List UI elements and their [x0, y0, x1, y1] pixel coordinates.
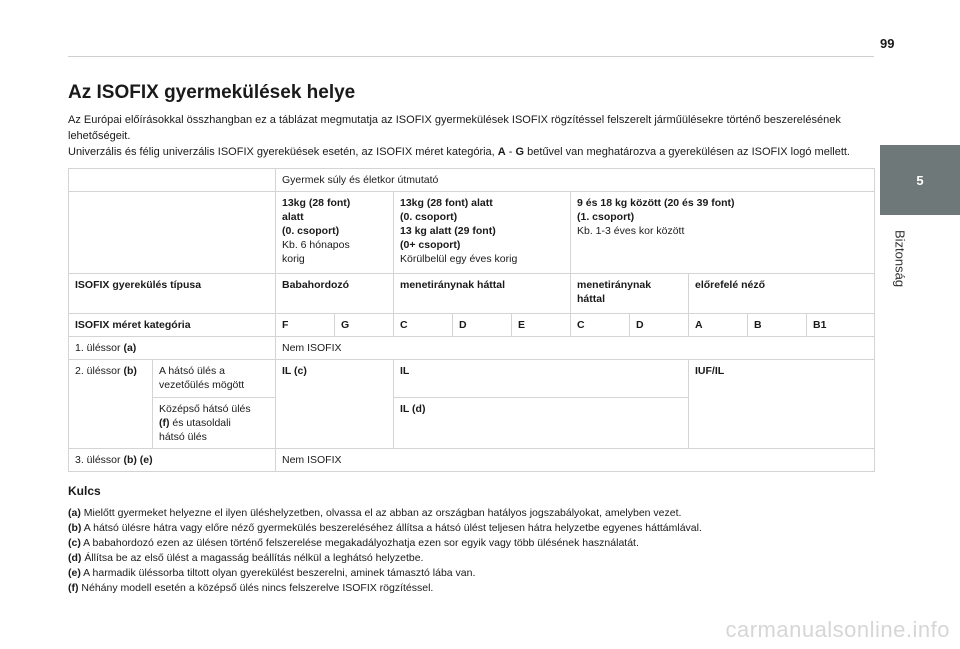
- group-0-weight-cont: alatt: [282, 211, 304, 223]
- key-note-b: [68, 521, 874, 536]
- chapter-tab[interactable]: [880, 145, 960, 215]
- key-note-d: [68, 551, 874, 566]
- row-2-forward-value: [689, 360, 875, 449]
- row-2-value-il: IL: [400, 365, 410, 377]
- type-label-text: ISOFIX gyerekülés típusa: [75, 279, 202, 291]
- note-text: A harmadik üléssorba tiltott olyan gyerekülést beszerelni, aminek támasztó lába van.: [80, 567, 476, 579]
- page-number: 99: [880, 36, 895, 51]
- table-row: [69, 192, 875, 274]
- size-value: B: [754, 319, 762, 331]
- size-value: D: [459, 319, 467, 331]
- group-0-weight: 13kg (28 font): [282, 197, 351, 209]
- row-2-sub-2-rear-value: [394, 398, 689, 449]
- isofix-table: [68, 168, 875, 472]
- size-row-label: [69, 314, 276, 337]
- size-value: D: [636, 319, 644, 331]
- intro-paragraph-1: Az Európai előírásokkal összhangban ez a táblázat megmutatja az ISOFIX gyermekülések ISOFIX rögzítéssel felszerelt járműülésekre történő beszerelésének lehetőségeit.: [68, 114, 841, 142]
- row-3-ref: (b) (e): [123, 454, 153, 466]
- row-2-ref: (b): [123, 365, 137, 377]
- table-cell: [69, 192, 276, 274]
- group-0plus-age: Körülbelül egy éves korig: [400, 253, 518, 265]
- row-2-sub-2-text-end: hátsó ülés: [159, 431, 207, 443]
- table-row: [69, 449, 875, 472]
- chapter-number: 5: [916, 172, 924, 188]
- type-rear-facing-2: [571, 274, 689, 314]
- type-forward-facing: [689, 274, 875, 314]
- size-cell: [335, 314, 394, 337]
- row-2-sub-2-ref: (f): [159, 417, 170, 429]
- row-2-value-il-c: IL (c): [282, 365, 307, 377]
- row-2-sub-1-text-cont: vezetőülés mögött: [159, 379, 245, 391]
- note-text: Mielőtt gyermeket helyezne el ilyen üléshelyzetben, olvassa el az abban az országban hatályos jogszabályokat, amelyben vezet.: [80, 507, 682, 519]
- size-cell: [748, 314, 807, 337]
- row-2-sub-1-label: [153, 360, 276, 398]
- note-ref: (a): [68, 507, 81, 519]
- size-cell: [807, 314, 875, 337]
- main-content: [68, 82, 874, 596]
- key-note-f: [68, 581, 874, 596]
- intro-text: Univerzális és félig univerzális ISOFIX gyereküések esetén, az ISOFIX méret kategória,: [68, 146, 498, 158]
- note-ref: (f): [68, 582, 79, 594]
- row-2-sub-2-text: Középső hátsó ülés: [159, 403, 251, 415]
- row-2-baby-carrier-value: [276, 360, 394, 449]
- group-0plus-weight-2: 13 kg alatt (29 font): [400, 225, 496, 237]
- intro-paragraph-2: [68, 144, 874, 160]
- type-rear-text: menetiránynak háttal: [400, 279, 506, 291]
- group-0plus-cell: [394, 192, 571, 274]
- key-note-c: [68, 536, 874, 551]
- type-rear2-text: menetiránynak: [577, 279, 652, 291]
- row-1-ref: (a): [123, 342, 137, 354]
- note-ref: (e): [68, 567, 81, 579]
- type-baby-carrier: [276, 274, 394, 314]
- row-2-value-il-d: IL (d): [400, 403, 426, 415]
- table-cell: [69, 169, 276, 192]
- type-baby-text: Babahordozó: [282, 279, 350, 291]
- row-1-label: [69, 337, 276, 360]
- key-note-e: [68, 566, 874, 581]
- group-0-age-cont: korig: [282, 253, 305, 265]
- type-rear-facing: [394, 274, 571, 314]
- row-2-sub-1-text: A hátsó ülés a: [159, 365, 225, 377]
- key-title: Kulcs: [68, 484, 101, 498]
- size-cell: [571, 314, 630, 337]
- type-row-label: [69, 274, 276, 314]
- intro-text-end: betűvel van meghatározva a gyerekülésen az ISOFIX logó mellett.: [524, 146, 850, 158]
- size-value: A: [695, 319, 703, 331]
- size-cell: [276, 314, 335, 337]
- size-value: C: [577, 319, 585, 331]
- size-label-text: ISOFIX méret kategória: [75, 319, 191, 331]
- group-1-weight: 9 és 18 kg között (20 és 39 font): [577, 197, 735, 209]
- chapter-label: Biztonság: [892, 230, 908, 288]
- group-1-cell: [571, 192, 875, 274]
- size-value: F: [282, 319, 289, 331]
- note-text: A babahordozó ezen az ülésen történő felszerelése megakadályozhatja ezen sor egyik vagy több ülésének használatát.: [80, 537, 639, 549]
- table-row: [69, 274, 875, 314]
- size-cell: [630, 314, 689, 337]
- row-1-label-text: 1. üléssor: [75, 342, 124, 354]
- page-title: Az ISOFIX gyermekülések helye: [68, 82, 356, 103]
- row-2-sub-2-text-cont: és utasoldali: [169, 417, 231, 429]
- group-0plus-class: (0. csoport): [400, 211, 458, 223]
- row-2-label: [69, 360, 153, 449]
- row-2-rear-value: [394, 360, 689, 398]
- size-cell: [512, 314, 571, 337]
- header-divider: [68, 56, 874, 57]
- table-row: [69, 169, 875, 192]
- row-3-value: Nem ISOFIX: [276, 449, 875, 472]
- group-0-age: Kb. 6 hónapos: [282, 239, 350, 251]
- size-value: G: [341, 319, 350, 331]
- note-text: Néhány modell esetén a középső ülés nincs felszerelve ISOFIX rögzítéssel.: [78, 582, 434, 594]
- size-cell: [394, 314, 453, 337]
- group-1-age: Kb. 1-3 éves kor között: [577, 225, 685, 237]
- watermark: carmanualsonline.info: [725, 617, 950, 642]
- row-2-value-iuf-il: IUF/IL: [695, 365, 725, 377]
- size-letter-g: G: [515, 146, 525, 158]
- key-note-a: [68, 506, 874, 521]
- note-text: Állítsa be az első ülést a magasság beállítás nélkül a leghátsó helyzetbe.: [81, 552, 424, 564]
- size-cell: [453, 314, 512, 337]
- note-ref: (c): [68, 537, 81, 549]
- row-3-label: [69, 449, 276, 472]
- guide-header: Gyermek súly és életkor útmutató: [276, 169, 875, 192]
- group-1-class: (1. csoport): [577, 211, 635, 223]
- row-2-label-text: 2. üléssor: [75, 365, 124, 377]
- group-0plus-class-2: (0+ csoport): [400, 239, 461, 251]
- note-ref: (d): [68, 552, 82, 564]
- size-value: E: [518, 319, 526, 331]
- type-rear2-text-cont: háttal: [577, 293, 606, 305]
- table-row: [69, 360, 875, 398]
- group-0-class: (0. csoport): [282, 225, 340, 237]
- row-2-sub-2-label: [153, 398, 276, 449]
- size-letter-a: A: [497, 146, 506, 158]
- table-row: [69, 314, 875, 337]
- group-0plus-weight: 13kg (28 font) alatt: [400, 197, 493, 209]
- intro-dash: -: [505, 146, 516, 158]
- row-3-label-text: 3. üléssor: [75, 454, 124, 466]
- row-1-value: Nem ISOFIX: [276, 337, 875, 360]
- type-front-text: előrefelé néző: [695, 279, 766, 291]
- group-0-cell: [276, 192, 394, 274]
- size-value: C: [400, 319, 408, 331]
- table-row: [69, 337, 875, 360]
- size-cell: [689, 314, 748, 337]
- note-text: A hátsó ülésre hátra vagy előre néző gyermekülés beszereléséhez állítsa a hátsó ülést teljesen hátra helyzetbe egyenes háttámlával.: [81, 522, 702, 534]
- size-value: B1: [813, 319, 827, 331]
- note-ref: (b): [68, 522, 82, 534]
